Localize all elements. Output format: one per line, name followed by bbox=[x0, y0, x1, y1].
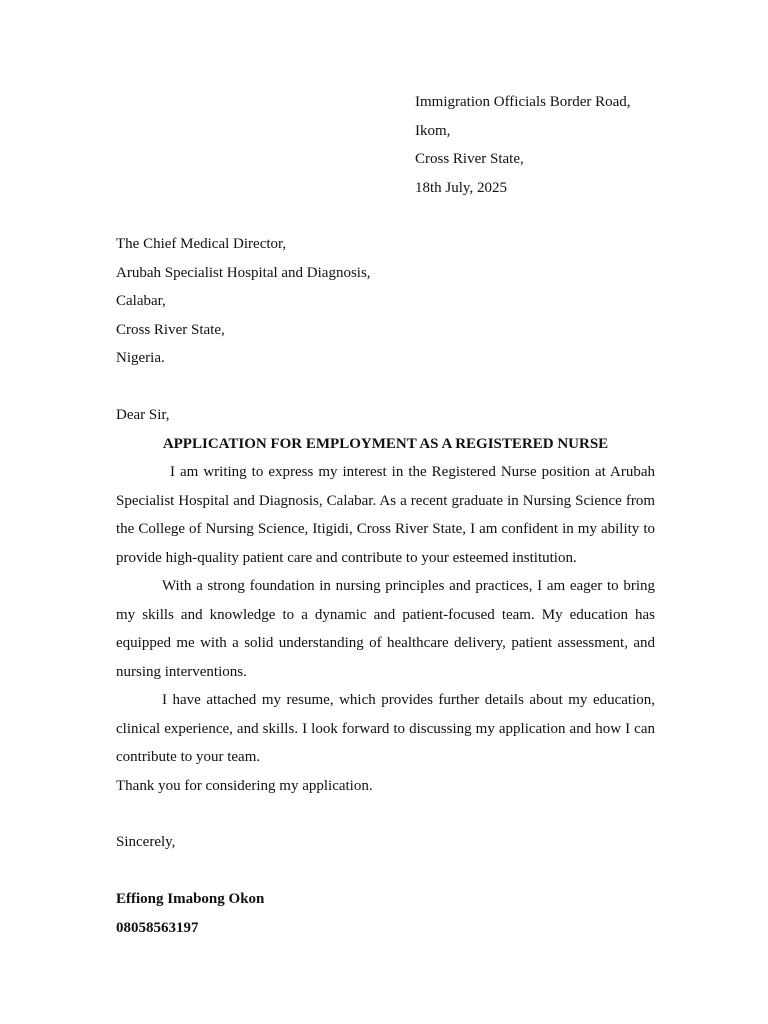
sender-address-line: Immigration Officials Border Road, bbox=[415, 94, 631, 110]
salutation: Dear Sir, bbox=[116, 407, 170, 423]
recipient-address-line: Cross River State, bbox=[116, 322, 225, 338]
signature-name: Effiong Imabong Okon bbox=[116, 891, 265, 907]
closing: Sincerely, bbox=[116, 834, 176, 850]
body-paragraph-1: I am writing to express my interest in the Registered Nurse position at Arubah Specialist Hospital and Diagnosis, Calabar. As a recent graduate in Nursing Science from the College of Nursing Science, Itigidi, Cross River State, I am confident in my ability to provide high-quality patient care and contribute to your esteemed institution. bbox=[116, 464, 655, 566]
sender-address-line: Ikom, bbox=[415, 123, 451, 139]
recipient-address-line: The Chief Medical Director, bbox=[116, 236, 287, 252]
letter-date: 18th July, 2025 bbox=[415, 180, 507, 196]
thanks-line: Thank you for considering my application. bbox=[116, 778, 373, 794]
recipient-address-line: Nigeria. bbox=[116, 350, 165, 366]
body-paragraph-3: I have attached my resume, which provides further details about my education, clinical experience, and skills. I look forward to discussing my application and how I can contribute to your team. bbox=[116, 692, 655, 766]
signature-phone: 08058563197 bbox=[116, 920, 199, 936]
recipient-address-line: Calabar, bbox=[116, 293, 166, 309]
sender-address-line: Cross River State, bbox=[415, 151, 524, 167]
letter-subject: APPLICATION FOR EMPLOYMENT AS A REGISTERED NURSE bbox=[162, 436, 609, 452]
recipient-address-line: Arubah Specialist Hospital and Diagnosis, bbox=[116, 265, 371, 281]
body-paragraph-2: With a strong foundation in nursing principles and practices, I am eager to bring my skills and knowledge to a dynamic and patient-focused team. My education has equipped me with a solid understanding of healthcare delivery, patient assessment, and nursing interventions. bbox=[116, 578, 655, 680]
